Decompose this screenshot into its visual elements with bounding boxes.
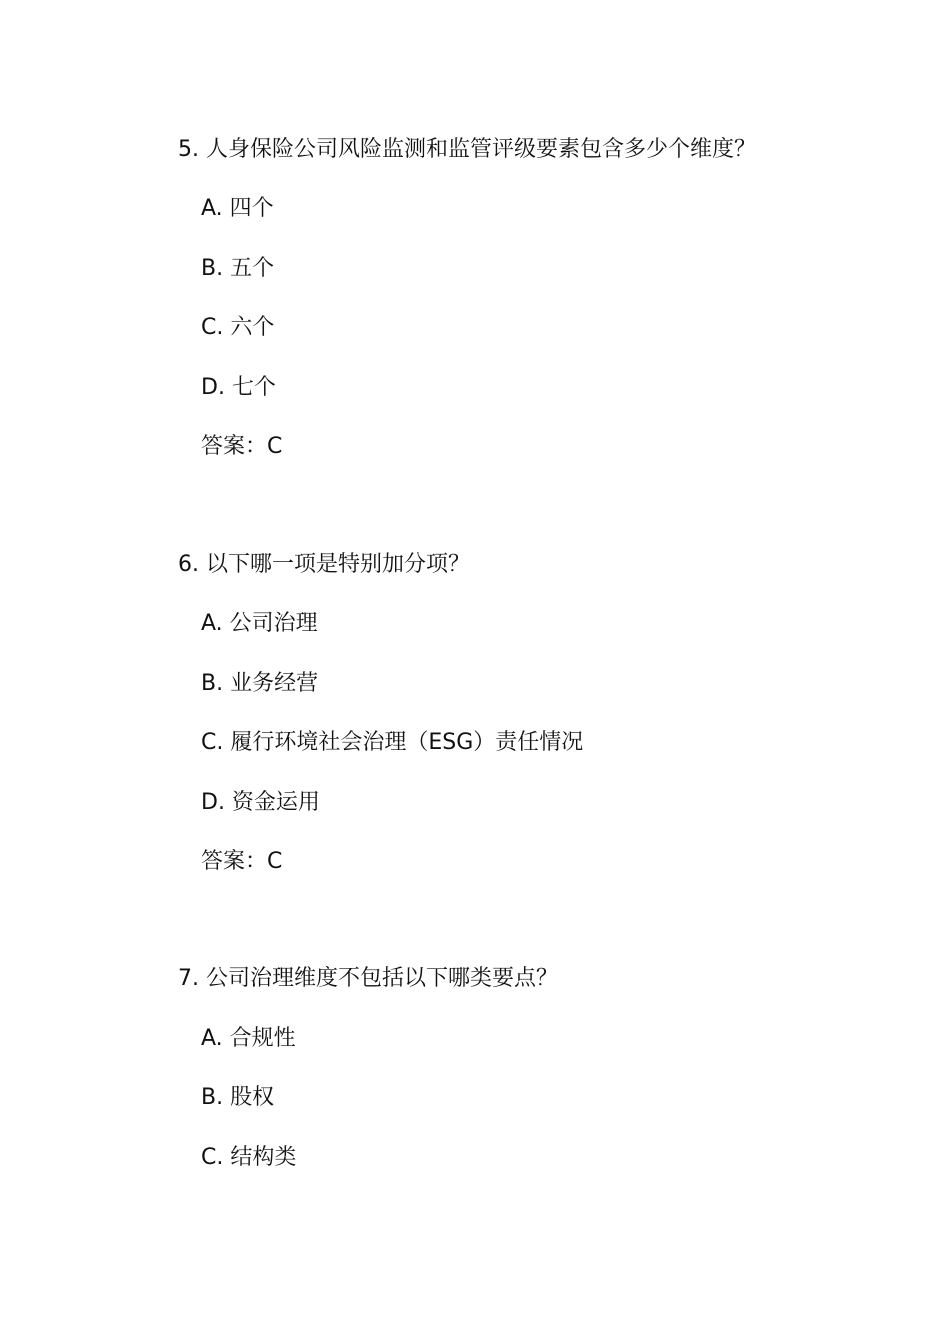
answer: 答案：C <box>201 849 283 874</box>
option-b: B. 五个 <box>201 256 275 281</box>
option-d: D. 七个 <box>201 375 276 400</box>
answer: 答案：C <box>201 434 283 459</box>
option-d: D. 资金运用 <box>201 790 320 815</box>
option-b: B. 股权 <box>201 1085 275 1110</box>
option-a: A. 合规性 <box>201 1026 296 1051</box>
option-a: A. 公司治理 <box>201 611 318 636</box>
question-text: 5. 人身保险公司风险监测和监管评级要素包含多少个维度？ <box>178 137 756 162</box>
question-text: 6. 以下哪一项是特别加分项？ <box>178 552 470 577</box>
option-c: C. 六个 <box>201 315 275 340</box>
option-c: C. 履行环境社会治理（ESG）责任情况 <box>201 730 584 755</box>
option-b: B. 业务经营 <box>201 671 319 696</box>
question-text: 7. 公司治理维度不包括以下哪类要点？ <box>178 966 558 991</box>
option-a: A. 四个 <box>201 196 274 221</box>
option-c: C. 结构类 <box>201 1145 297 1170</box>
